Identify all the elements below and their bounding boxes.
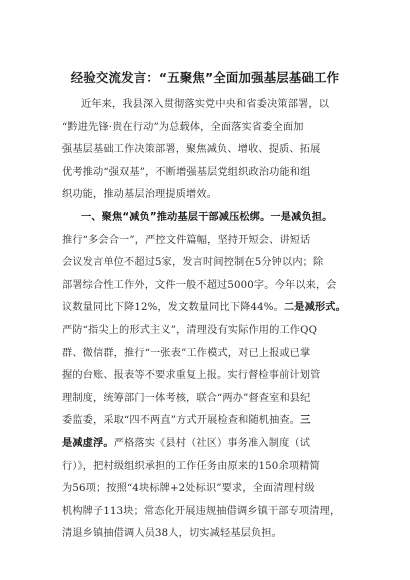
bold-text: 一、聚焦“减负”推动基层干部减压松绑。一是减负担。 [81,211,333,223]
text-line [62,365,351,388]
text-segment: 强基层基础工作决策部署，聚焦减负、增收、提质、拓展 [62,144,321,156]
document-body [62,94,351,546]
text-segment: 织功能，推动基层治理提质增效。 [62,189,218,201]
text-line [62,297,351,320]
text-line [62,252,351,275]
text-segment: “黔进先锋·贵在行动”为总载体，全面落实省委全面加 [62,121,304,133]
text-segment: 推行“多会合一”，严控文件篇幅，坚持开短会、讲短话 [62,234,311,246]
text-line [62,275,351,298]
text-line [62,139,351,162]
text-line [62,410,351,433]
text-line [62,320,351,343]
text-line [62,207,351,230]
document-title: 经验交流发言：“五聚焦”全面加强基层基础工作 [70,70,340,85]
text-line [62,433,351,456]
bold-text: 是减虚浮。 [62,437,114,449]
text-segment: 清退乡镇抽借调人员38人，切实减轻基层负担。 [62,528,283,540]
text-segment: 握的台账、报表等不要求重复上报。实行督检事前计划管 [62,370,321,382]
text-segment: 行）》，把村级组织承担的工作任务由原来的150余项精简 [62,460,320,472]
text-line [62,162,351,185]
text-segment: 部署综合性工作外，文件一般不超过5000字。今年以来，会 [62,279,337,291]
text-segment: 严防“指尖上的形式主义”，清理没有实际作用的工作QQ [62,324,318,336]
text-segment: 会议发言单位不超过5家，发言时间控制在5分钟以内；除 [62,257,324,269]
text-segment: 理制度，统筹部门一体考核，联合“两办”督查室和县纪 [62,392,311,404]
text-segment: 优考推动“强双基”，不断增强基层党组织政治功能和组 [62,166,311,178]
text-segment: 议数量同比下降12%，发文数量同比下降44%。 [62,302,284,314]
text-line [62,501,351,524]
text-line [62,388,351,411]
text-line [62,184,351,207]
text-line [62,456,351,479]
text-segment: 为56项；按照“4块标牌+2处标识”要求，全面清理村级 [62,483,315,495]
text-segment: 严格落实《县村（社区）事务准入制度（试 [113,437,311,449]
text-line [62,343,351,366]
text-line [62,478,351,501]
text-line [62,117,351,140]
bold-text: 三 [300,415,311,427]
text-line [62,230,351,253]
text-segment: 机构牌子113块；常态化开展违规抽借调乡镇干部专项清理， [62,505,341,517]
text-segment: 群、微信群，推行“一张表”工作模式，对已上报或已掌 [62,347,311,359]
text-segment: 近年来，我县深入贯彻落实党中央和省委决策部署，以 [81,99,330,110]
bold-text: 二是减形式。 [283,302,346,314]
text-segment: 委监委，采取“四不两直”方式开展检查和随机抽查。 [62,415,301,427]
text-line [62,523,351,546]
text-line [62,94,351,117]
